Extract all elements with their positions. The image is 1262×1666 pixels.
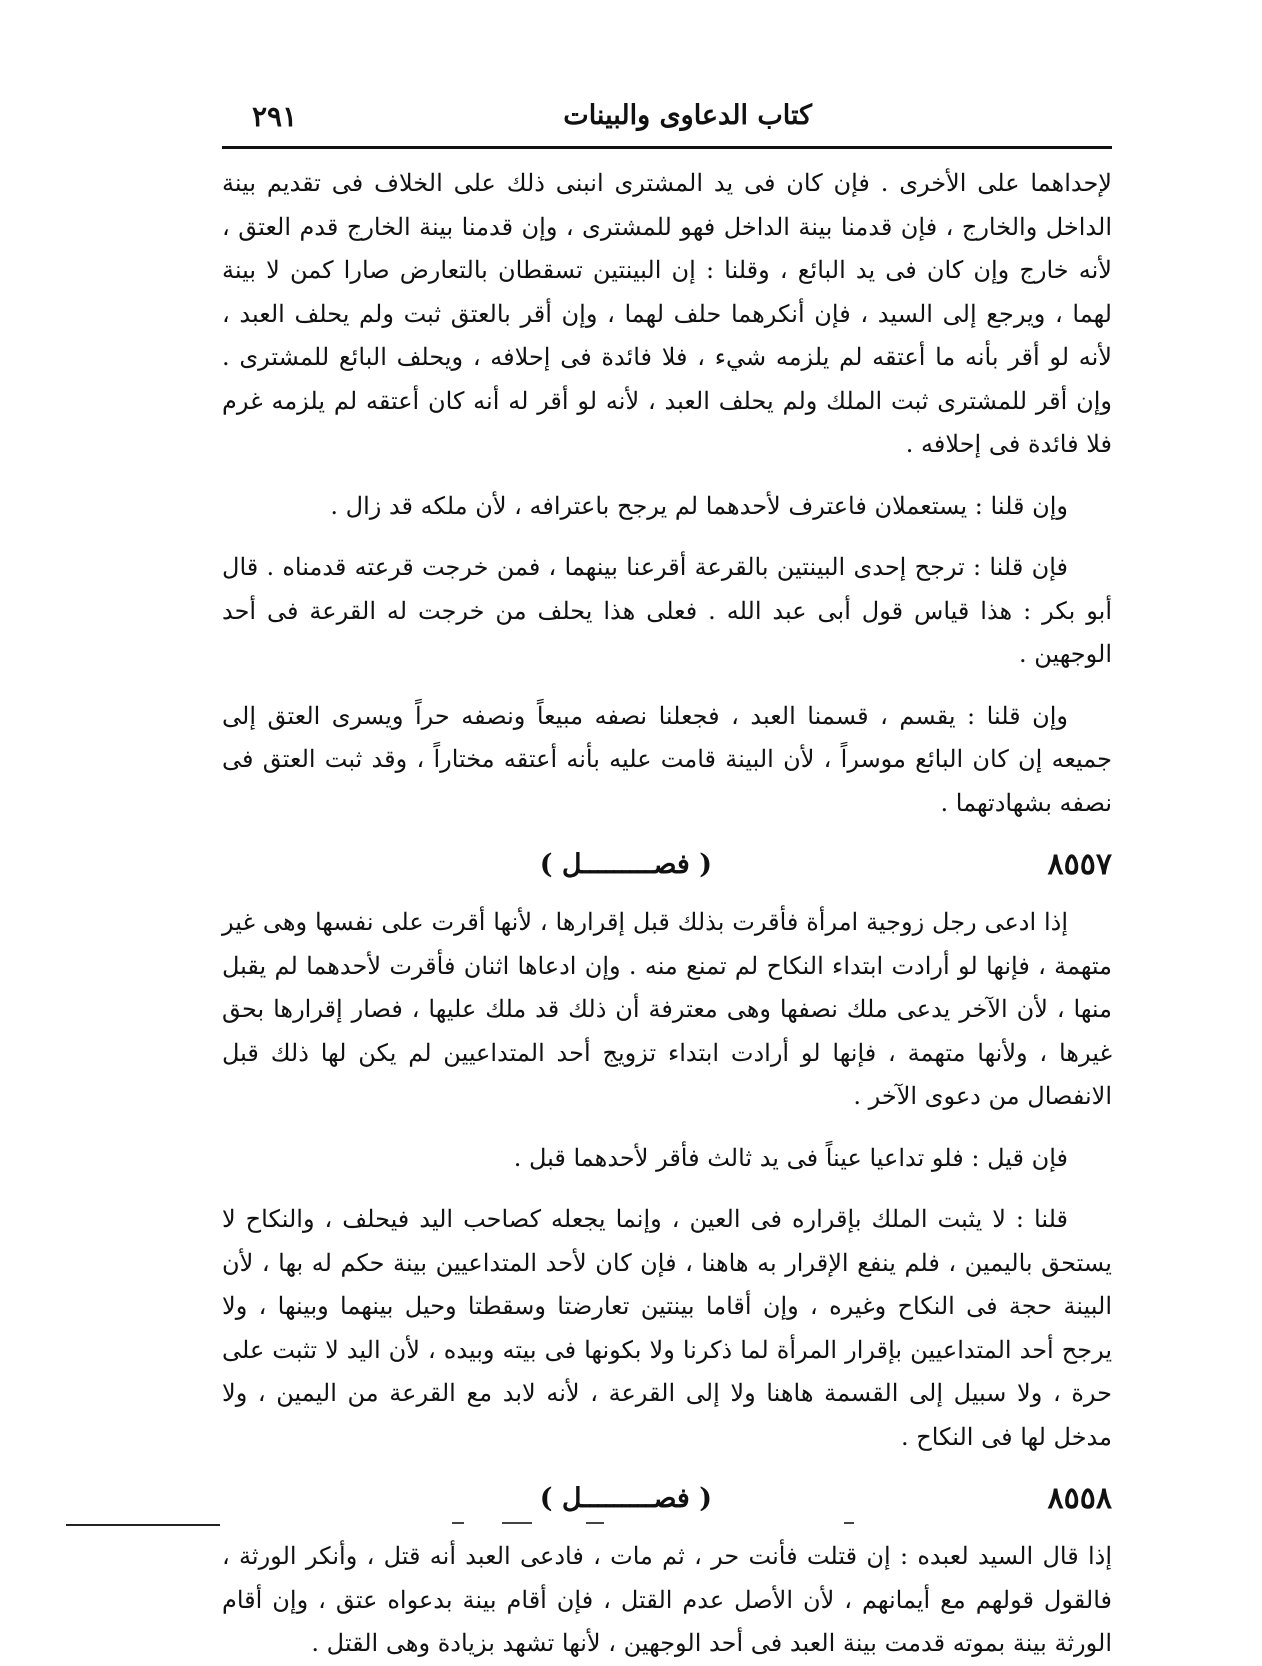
scan-mark — [452, 1522, 464, 1524]
scan-mark — [586, 1522, 604, 1524]
paragraph: لإحداهما على الأخرى . فإن كان فى يد المشترى انبنى ذلك على الخلاف فى تقديم بينة الداخل والخارج ، فإن قدمنا بينة الداخل فهو للمشترى ، وإن قدمنا بينة الخارج قدم العتق ، لأنه خارج وإن كان فى يد البائع ، وقلنا : إن البينتين تسقطان بالتعارض صارا كمن لا بينة لهما ، ويرجع إلى السيد ، فإن أنكرهما حلف لهما ، وإن أقر بالعتق ثبت ولم يحلف العبد ، لأنه لو أقر بأنه ما أعتقه لم يلزمه شيء ، فلا فائدة فى إحلافه ، ويحلف البائع للمشترى . وإن أقر للمشترى ثبت الملك ولم يحلف العبد ، لأنه لو أقر له أنه كان أعتقه لم يلزمه غرم فلا فائدة فى إحلافه . — [222, 169, 1112, 458]
scan-mark — [502, 1522, 532, 1524]
paragraph: وإن قلنا : يستعملان فاعترف لأحدهما لم يرجح باعترافه ، لأن ملكه قد زال . — [330, 491, 1068, 520]
page-body — [222, 162, 1112, 1666]
page-number: ٢٩١ — [252, 100, 298, 133]
paragraph: فإن قلنا : ترجح إحدى البينتين بالقرعة أقرعنا بينهما ، فمن خرجت قرعته قدمناه . قال أبو بكر : هذا قياس قول أبى عبد الله . فعلى هذا يحلف من خرجت له القرعة فى أحد الوجهين . — [222, 553, 1112, 668]
scan-mark — [844, 1522, 854, 1524]
header-rule — [222, 146, 1112, 149]
section-number: ٨٥٥٧ — [1047, 847, 1112, 882]
section-heading-8557 — [222, 839, 1112, 891]
paragraph: إذا ادعى رجل زوجية امرأة فأقرت بذلك قبل إقرارها ، لأنها أقرت على نفسها وهى غير متهمة ، فإنها لو أرادت ابتداء النكاح لم تمنع منه . وإن ادعاها اثنان فأقرت لأحدهما لم يقبل منها ، لأن الآخر يدعى ملك نصفها وهى معترفة أن ذلك قد ملك عليها ، فصار إقرارها بحق غيرها ، ولأنها متهمة ، فإنها لو أرادت ابتداء تزويج أحد المتداعيين لم يكن لها ذلك قبل الانفصال من دعوى الآخر . — [222, 908, 1112, 1110]
paragraph: وإن قلنا : يقسم ، قسمنا العبد ، فجعلنا نصفه مبيعاً ونصفه حراً ويسرى العتق إلى جميعه إن كان البائع موسراً ، لأن البينة قامت عليه بأنه أعتقه مختاراً ، وقد ثبت العتق فى نصفه بشهادتهما . — [222, 701, 1112, 817]
running-title: كتاب الدعاوى والبينات — [563, 100, 812, 131]
section-heading-8558 — [222, 1473, 1112, 1525]
section-number: ٨٥٥٨ — [1047, 1481, 1112, 1516]
section-title: ( فصـــــــــل ) — [539, 1483, 712, 1514]
section-title: ( فصـــــــــل ) — [539, 849, 712, 880]
paragraph: قلنا : لا يثبت الملك بإقراره فى العين ، وإنما يجعله كصاحب اليد فيحلف ، والنكاح لا يستحق باليمين ، فلم ينفع الإقرار به هاهنا ، فإن كان لأحد المتداعيين بينة حكم له بها ، لأن البينة حجة فى النكاح وغيره ، وإن أقاما بينتين تعارضتا وسقطتا وحيل بينهما وبينها ، ولا يرجح أحد المتداعيين بإقرار المرأة لما ذكرنا ولا بكونها فى بيته وبيده ، لأن اليد لا تثبت على حرة ، ولا سبيل إلى القسمة هاهنا ولا إلى القرعة ، لأنه لابد مع القرعة من اليمين ، ولا مدخل لها فى النكاح . — [222, 1205, 1112, 1451]
paragraph: إذا قال السيد لعبده : إن قتلت فأنت حر ، ثم مات ، فادعى العبد أنه قتل ، وأنكر الورثة ، فالقول قولهم مع أيمانهم ، لأن الأصل عدم القتل ، فإن أقام بينة بدعواه عتق ، وإن أقام الورثة بينة بموته قدمت بينة العبد فى أحد الوجهين ، لأنها تشهد بزيادة وهى القتل . — [222, 1542, 1112, 1657]
footnote-rule — [66, 1524, 220, 1526]
paragraph: فإن قيل : فلو تداعيا عيناً فى يد ثالث فأقر لأحدهما قبل . — [513, 1143, 1068, 1172]
page-header — [222, 92, 1112, 142]
